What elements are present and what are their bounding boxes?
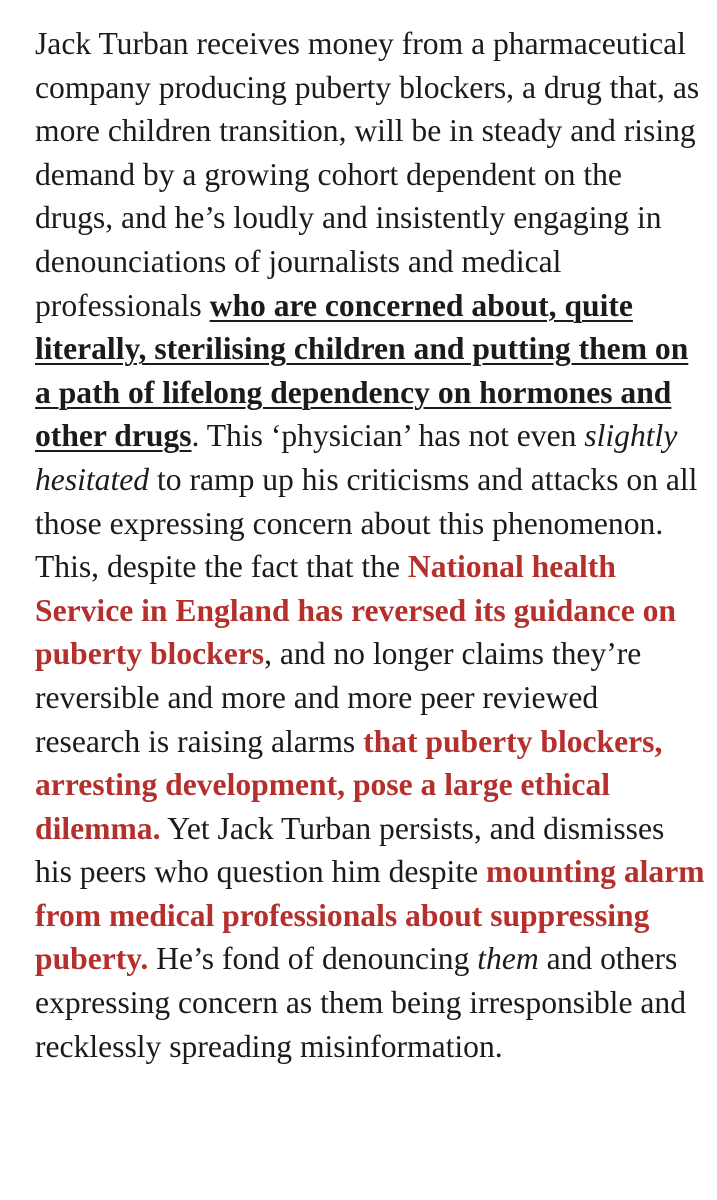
body-text: and others expressing concern as them being irresponsible and recklessly spreading misinformation. xyxy=(35,941,686,1064)
body-text: Yet Jack Turban persists, and dismisses his peers who question him despite xyxy=(35,810,665,890)
body-text: to ramp up his criticisms and attacks on all those expressing concern about this phenomenon. This, despite the fact that the xyxy=(35,461,698,585)
nhs-guidance-link[interactable]: National health Service in England has reversed its guidance on puberty blockers xyxy=(35,549,676,672)
body-text: . This ‘physician’ has not even xyxy=(191,418,585,454)
sterilising-children-link[interactable]: who are concerned about, quite literally, sterilising children and putting them on a path of lifelong dependency on hormones and other drugs xyxy=(35,287,689,454)
article-paragraph xyxy=(35,22,707,1068)
mounting-alarm-link[interactable]: mounting alarm from medical professionals about suppressing puberty. xyxy=(35,854,705,977)
body-text: Jack Turban receives money from a pharmaceutical company producing puberty blockers, a drug that, as more children transition, will be in steady and rising demand by a growing cohort dependent on the drugs, and he’s loudly and insistently engaging in denounciations of journalists and medical professionals xyxy=(35,26,700,323)
emphasis-text: them xyxy=(477,941,539,977)
ethical-dilemma-link[interactable]: that puberty blockers, arresting development, pose a large ethical dilemma. xyxy=(35,723,663,846)
body-text: He’s fond of denouncing xyxy=(148,941,478,977)
body-text: , and no longer claims they’re reversible and more and more peer reviewed research is raising alarms xyxy=(35,636,642,759)
emphasis-text: slightly hesitated xyxy=(35,418,678,497)
